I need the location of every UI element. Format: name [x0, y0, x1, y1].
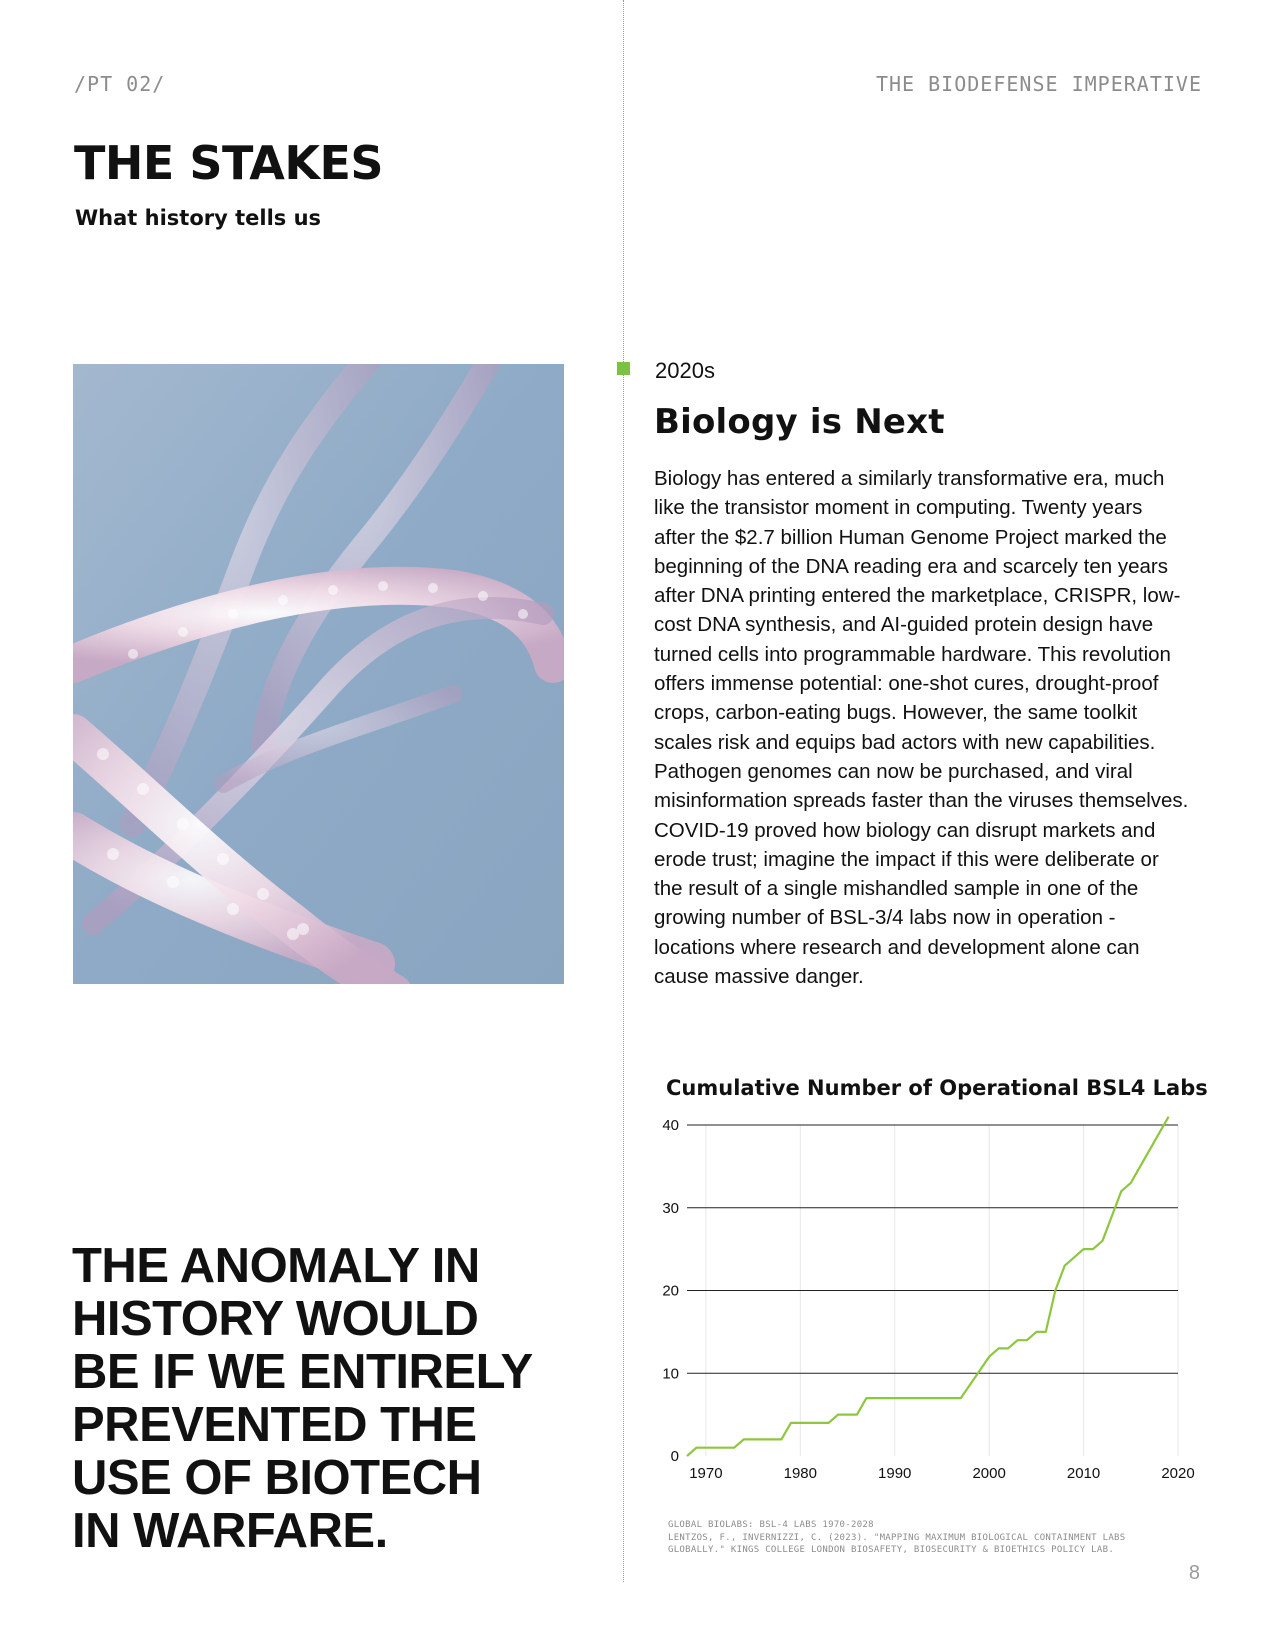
x-tick-label: 1990 [878, 1465, 912, 1482]
source-line-2: LENTZOS, F., INVERNIZZI, C. (2023). "MAPPING MAXIMUM BIOLOGICAL CONTAINMENT LABS GLOBALLY." KINGS COLLEGE LONDON BIOSAFETY, BIOSECURITY & BIOETHICS POLICY LAB. [668, 1532, 1126, 1555]
x-tick-label: 1970 [689, 1465, 723, 1482]
document-title: THE BIODEFENSE IMPERATIVE [875, 72, 1202, 96]
y-tick-label: 10 [662, 1365, 679, 1383]
chart-title: Cumulative Number of Operational BSL4 Labs [666, 1076, 1208, 1100]
source-note [668, 1519, 1188, 1557]
series-line-0 [687, 1117, 1169, 1456]
x-tick-label: 1980 [783, 1465, 817, 1482]
source-line-1: GLOBAL BIOLABS: BSL-4 LABS 1970-2028 [668, 1520, 874, 1530]
body-paragraph: Biology has entered a similarly transformative era, much like the transistor moment in computing. Twenty years after the $2.7 billion Human Genome Project marked the beginning of the DNA reading era and scarcely ten years after DNA printing entered the marketplace, CRISPR, low-cost DNA synthesis, and AI-guided protein design have turned cells into programmable hardware. This revolution offers immense potential: one-shot cures, drought-proof crops, carbon-eating bugs. However, the same toolkit scales risk and equips bad actors with new capabilities. Pathogen genomes can now be purchased, and viral misinformation spreads faster than the viruses themselves. COVID-19 proved how biology can disrupt markets and erode trust; imagine the impact if this were deliberate or the result of a single mishandled sample in one of the growing number of BSL-3/4 labs now in operation - locations where research and development alone can cause massive danger. [654, 467, 1189, 989]
y-tick-label: 40 [662, 1117, 679, 1134]
page-number: 8 [1188, 1562, 1200, 1584]
pull-quote: THE ANOMALY IN HISTORY WOULD BE IF WE ENTIRELY PREVENTED THE USE OF BIOTECH IN WARFARE. [72, 1239, 532, 1558]
x-tick-label: 2020 [1161, 1465, 1195, 1482]
y-tick-label: 20 [662, 1282, 679, 1300]
y-tick-label: 0 [670, 1448, 679, 1465]
era-label: 2020s [655, 358, 715, 383]
page-title: THE STAKES [74, 136, 384, 190]
x-tick-label: 2010 [1066, 1465, 1101, 1482]
era-marker [617, 362, 630, 375]
section-heading: Biology is Next [654, 402, 945, 442]
section-tag: /PT 02/ [74, 72, 166, 96]
y-tick-label: 30 [662, 1199, 679, 1217]
x-tick-label: 2000 [972, 1465, 1006, 1482]
column-divider [623, 0, 624, 1582]
bsl4-line-chart [650, 1108, 1210, 1488]
page-subtitle: What history tells us [75, 206, 322, 230]
dna-helix-image [73, 364, 564, 984]
